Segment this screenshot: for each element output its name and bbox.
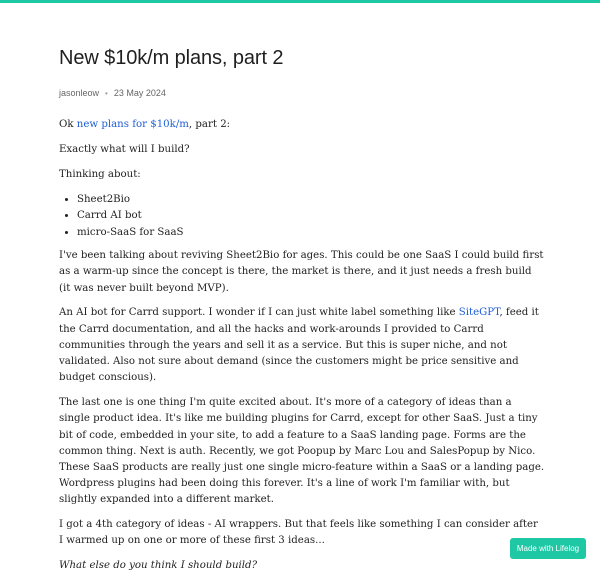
list-item: • Carrd AI bot [77, 208, 545, 225]
author-name[interactable]: jasonleow [59, 88, 100, 98]
intro-text-end: , part 2: [188, 119, 231, 130]
link-new-plans[interactable]: new plans for $10k/m [76, 119, 189, 130]
top-accent-bar [0, 0, 600, 3]
link-sitegpt[interactable]: SiteGPT [458, 307, 500, 319]
post-date: 23 May 2024 [113, 88, 166, 98]
paragraph-ai-wrappers: I got a 4th category of ideas - AI wrappers. But that feels like something I can consider after I warmed up on one or more of these first 3 ideas... [59, 519, 538, 547]
carrd-bot-text: An AI bot for Carrd support. I wonder if I can just white label something like [59, 307, 459, 319]
post-meta [59, 86, 545, 100]
paragraph-intro [59, 117, 545, 133]
paragraph-question: Exactly what will I build? [59, 143, 190, 155]
post-container [59, 44, 545, 583]
paragraph-closing [59, 558, 545, 574]
post-body [59, 117, 545, 575]
paragraph-carrd-bot [59, 305, 545, 386]
intro-text: Ok [59, 119, 77, 130]
list-item: • micro-SaaS for SaaS [77, 225, 545, 242]
ideas-list [59, 192, 545, 242]
paragraph-sheet2bio: I've been talking about reviving Sheet2Bio for ages. This could be one SaaS I could build first as a warm-up since the concept is there, the market is there, and it just needs a fresh build (it was never built beyond MVP). [59, 250, 544, 294]
paragraph-micro-saas: The last one is one thing I'm quite excited about. It's more of a category of ideas than a single product idea. It's like me building plugins for Carrd, except for other SaaS. Just a tiny bit of code, embedded in your site, to add a feature to a SaaS landing page. Forms are the common thing. Next is auth. Recently, we got Poopup by Marc Lou and SalesPopup by Nico. These SaaS products are really just one single micro-feature within a SaaS or a landing page. Wordpress plugins had been doing this forever. It's a line of work I'm familiar with, but slightly expanded into a different market. [59, 397, 545, 506]
carrd-bot-text-end: , feed it the Carrd documentation, and all the hacks and work-arounds I provided to Carrd communities through the years and sell it as a service. But this is super niche, and not validated. Also not sure about demand (since the customers might be price sensitive and budget conscious). [59, 307, 539, 384]
meta-separator: • [105, 88, 108, 98]
paragraph-thinking: Thinking about: [59, 168, 141, 180]
post-title: New $10k/m plans, part 2 [59, 47, 284, 69]
list-item: • Sheet2Bio [77, 192, 545, 209]
made-with-lifelog-button[interactable]: Made with Lifelog [510, 538, 586, 559]
closing-question: What else do you think I should build? [59, 560, 258, 572]
